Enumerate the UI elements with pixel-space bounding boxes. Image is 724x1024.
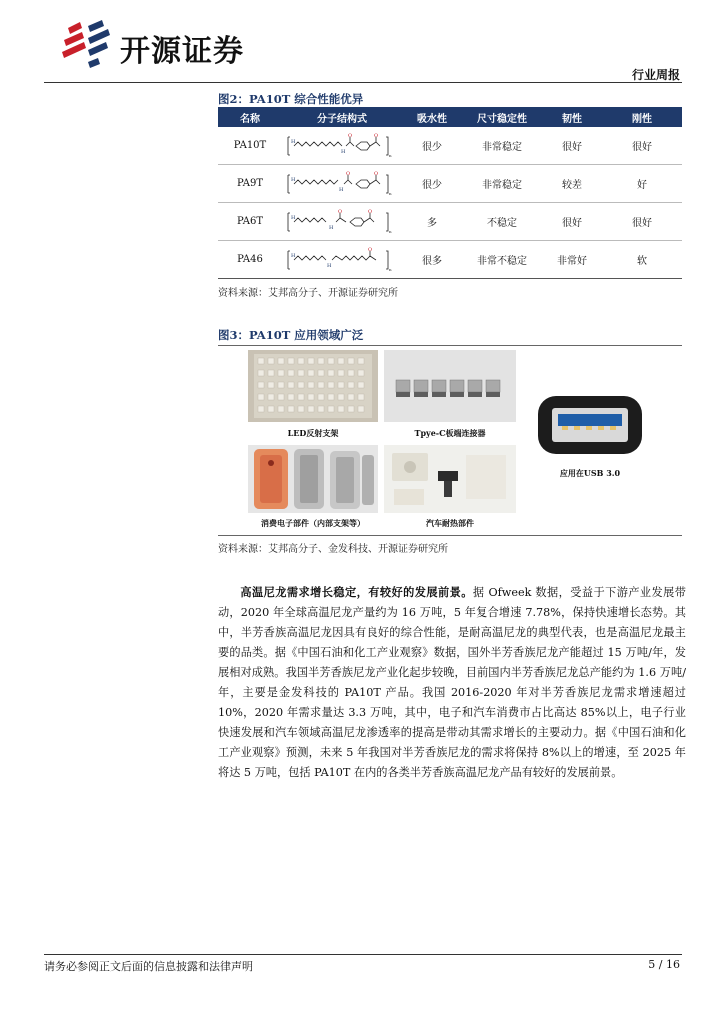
table-header-row — [218, 107, 682, 127]
row-rigidity: 软 — [602, 241, 682, 279]
brand-name: 开源证券 — [120, 34, 244, 69]
svg-text:H: H — [291, 252, 296, 259]
figure3-title: 图3：PA10T 应用领域广泛 — [218, 328, 364, 342]
automotive-parts-photo — [384, 445, 516, 513]
row-dimension: 非常稳定 — [462, 165, 542, 203]
svg-text:O: O — [368, 246, 373, 253]
structure-formula-pa46 — [282, 241, 402, 279]
row-dimension: 非常不稳定 — [462, 241, 542, 279]
caption-led: LED反射支架 — [287, 428, 339, 438]
row-water: 多 — [402, 203, 462, 241]
row-water: 很多 — [402, 241, 462, 279]
figure2-title: 图2：PA10T 综合性能优异 — [218, 92, 364, 106]
body-text: 据 Ofweek 数据，受益于下游产业发展带动，2020 年全球高温尼龙产量约为 16 万吨，5 年复合增速 7.78%，保持快速增长态势。其中，半芳香族高温尼龙因具有良好的综合性能，是耐高温尼龙的典型代表，也是高温尼龙最主要的品类。据《中国石油和化工产业观察》数据，国外半芳香族尼龙产能超过 15 万吨/年，发展相对成熟。我国半芳香族尼龙产业化起步较晚，目前国内半芳香族尼龙总产能约为 1.6 万吨/年，主要是金发科技的 PA10T 产品。我国 2016-2020 年对半芳香族尼龙需求增速超过 10%，2020 年需求量达 3.3 万吨，其中，电子和汽车消费市占比高达 85%以上，电子行业快速发展和汽车领域高温尼龙渗透率的提高是带动其需求增长的主要动力。据《中国石油和化工产业观察》预测，未来 5 年我国对半芳香族尼龙的需求将保持 8%以上的增速，至 2025 年将达 5 万吨，包括 PA10T 在内的各类半芳香族高温尼龙产品有较好的发展前景。 — [218, 586, 686, 779]
row-toughness: 很好 — [542, 127, 602, 165]
svg-text:H: H — [327, 262, 332, 269]
col-header-toughness: 韧性 — [542, 107, 602, 127]
caption-consumer: 消费电子部件（内部支架等） — [261, 518, 365, 528]
svg-text:O: O — [346, 170, 351, 177]
row-water: 很少 — [402, 165, 462, 203]
row-name: PA9T — [218, 165, 282, 203]
figure2-source: 资料来源：艾邦高分子、开源证券研究所 — [218, 288, 398, 299]
body-lead: 高温尼龙需求增长稳定，有较好的发展前景。 — [240, 585, 473, 599]
body-paragraph — [218, 582, 686, 783]
typec-connector-photo — [384, 350, 516, 422]
svg-text:H: H — [329, 224, 334, 231]
row-rigidity: 很好 — [602, 127, 682, 165]
caption-usb: 应用在USB 3.0 — [559, 468, 621, 478]
structure-formula-pa6t — [282, 203, 402, 241]
footer-disclaimer: 请务必参阅正文后面的信息披露和法律声明 — [44, 960, 253, 973]
row-toughness: 非常好 — [542, 241, 602, 279]
svg-text:H: H — [341, 148, 346, 155]
row-name: PA46 — [218, 241, 282, 279]
row-water: 很少 — [402, 127, 462, 165]
led-reflector-photo — [248, 350, 378, 422]
page-number: 5 / 16 — [648, 958, 680, 971]
table-row — [218, 203, 682, 241]
svg-text:n: n — [389, 152, 392, 158]
table-row — [218, 241, 682, 279]
structure-formula-pa9t — [282, 165, 402, 203]
svg-text:n: n — [389, 190, 392, 196]
consumer-electronics-photo — [248, 445, 378, 513]
brand-logo-icon — [58, 18, 118, 68]
svg-text:n: n — [389, 266, 392, 272]
row-name: PA10T — [218, 127, 282, 165]
col-header-water: 吸水性 — [402, 107, 462, 127]
svg-text:O: O — [348, 132, 353, 139]
usb3-port-photo — [528, 388, 652, 462]
row-rigidity: 好 — [602, 165, 682, 203]
svg-text:H: H — [339, 186, 344, 193]
table-row — [218, 165, 682, 203]
performance-table — [218, 107, 682, 279]
caption-typec: Tpye-C板端连接器 — [414, 428, 486, 438]
row-rigidity: 很好 — [602, 203, 682, 241]
figure3-source: 资料来源：艾邦高分子、金发科技、开源证券研究所 — [218, 544, 448, 555]
header-divider — [44, 82, 682, 83]
svg-text:H: H — [291, 214, 296, 221]
structure-formula-pa10t — [282, 127, 402, 165]
table-row — [218, 127, 682, 165]
row-toughness: 较差 — [542, 165, 602, 203]
caption-auto: 汽车耐热部件 — [426, 518, 474, 528]
footer-divider — [44, 954, 682, 955]
row-dimension: 非常稳定 — [462, 127, 542, 165]
col-header-structure: 分子结构式 — [282, 107, 402, 127]
svg-text:n: n — [389, 228, 392, 234]
svg-text:O: O — [338, 208, 343, 215]
svg-text:O: O — [374, 170, 379, 177]
svg-text:O: O — [368, 208, 373, 215]
row-toughness: 很好 — [542, 203, 602, 241]
svg-text:H: H — [291, 138, 296, 145]
row-dimension: 不稳定 — [462, 203, 542, 241]
report-type: 行业周报 — [631, 68, 680, 82]
figure3-top-rule — [218, 345, 682, 346]
col-header-rigidity: 刚性 — [602, 107, 682, 127]
svg-text:H: H — [291, 176, 296, 183]
col-header-name: 名称 — [218, 107, 282, 127]
svg-text:O: O — [374, 132, 379, 139]
row-name: PA6T — [218, 203, 282, 241]
figure3-bottom-rule — [218, 535, 682, 536]
col-header-dimension: 尺寸稳定性 — [462, 107, 542, 127]
